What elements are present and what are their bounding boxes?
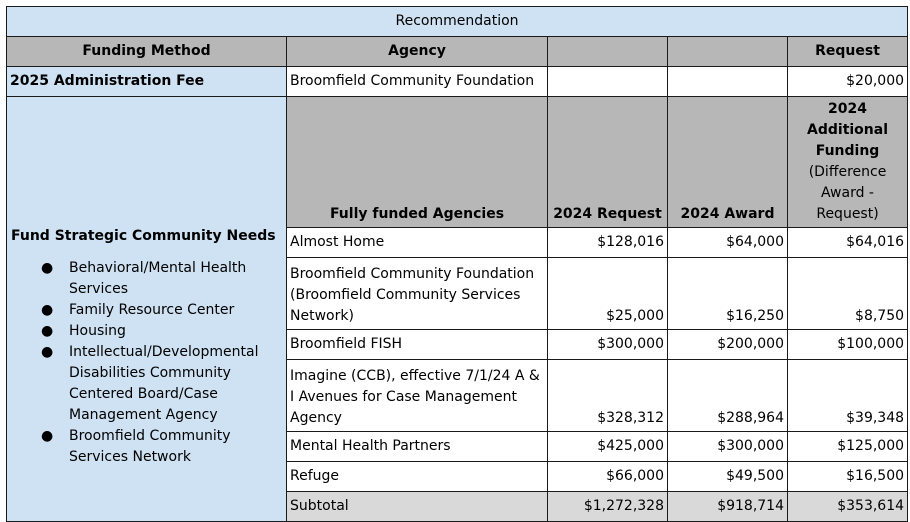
title-row bbox=[7, 7, 908, 37]
request-value: $425,000 bbox=[548, 432, 668, 462]
admin-fee-request: $20,000 bbox=[788, 67, 908, 97]
bullet-icon: ● bbox=[41, 344, 54, 360]
list-item: ● Behavioral/Mental Health Services bbox=[41, 260, 247, 297]
agency-name: Imagine (CCB), effective 7/1/24 A & I Avenues for Case Management Agency bbox=[287, 360, 548, 432]
list-item: ● Housing bbox=[11, 321, 283, 342]
admin-fee-empty-1 bbox=[548, 67, 668, 97]
additional-value: $8,750 bbox=[788, 258, 908, 330]
bullet-icon: ● bbox=[41, 260, 54, 276]
additional-value: $125,000 bbox=[788, 432, 908, 462]
award-value: $16,250 bbox=[668, 258, 788, 330]
agency-name: Broomfield FISH bbox=[287, 330, 548, 360]
additional-value: $39,348 bbox=[788, 360, 908, 432]
additional-value: $64,016 bbox=[788, 228, 908, 258]
request-value: $328,312 bbox=[548, 360, 668, 432]
subheader-additional-funding bbox=[788, 97, 908, 228]
admin-fee-row bbox=[7, 67, 908, 97]
additional-value: $100,000 bbox=[788, 330, 908, 360]
subtotal-label: Subtotal bbox=[287, 492, 548, 522]
strategic-needs-title: Fund Strategic Community Needs bbox=[11, 228, 276, 244]
additional-funding-title: 2024 Additional Funding bbox=[807, 101, 889, 159]
subtotal-additional: $353,614 bbox=[788, 492, 908, 522]
award-value: $288,964 bbox=[668, 360, 788, 432]
request-value: $128,016 bbox=[548, 228, 668, 258]
agency-name: Mental Health Partners bbox=[287, 432, 548, 462]
agency-name: Almost Home bbox=[287, 228, 548, 258]
subheader-2024-award: 2024 Award bbox=[668, 97, 788, 228]
award-value: $64,000 bbox=[668, 228, 788, 258]
request-value: $25,000 bbox=[548, 258, 668, 330]
bullet-icon: ● bbox=[41, 323, 54, 339]
header-agency: Agency bbox=[287, 37, 548, 67]
award-value: $300,000 bbox=[668, 432, 788, 462]
additional-funding-note: (Difference Award - Request) bbox=[808, 164, 887, 222]
admin-fee-method: 2025 Administration Fee bbox=[7, 67, 287, 97]
subheader-2024-request: 2024 Request bbox=[548, 97, 668, 228]
list-item: ● Broomfield Community Services Network bbox=[41, 428, 231, 465]
request-value: $300,000 bbox=[548, 330, 668, 360]
agency-name: Refuge bbox=[287, 462, 548, 492]
award-value: $200,000 bbox=[668, 330, 788, 360]
list-item: ● Intellectual/Developmental Disabilities Community Centered Board/Case Management Agency bbox=[41, 344, 259, 423]
list-item: ● Family Resource Center bbox=[11, 300, 283, 321]
header-row bbox=[7, 37, 908, 67]
subheader-row bbox=[7, 97, 908, 228]
recommendation-table bbox=[6, 6, 908, 522]
header-empty-2 bbox=[668, 37, 788, 67]
agency-name: Broomfield Community Foundation (Broomfield Community Services Network) bbox=[287, 258, 548, 330]
header-request: Request bbox=[788, 37, 908, 67]
bullet-icon: ● bbox=[41, 302, 54, 318]
bullet-icon: ● bbox=[41, 428, 54, 444]
strategic-needs-list bbox=[11, 258, 283, 468]
subheader-agencies: Fully funded Agencies bbox=[287, 97, 548, 228]
subtotal-award: $918,714 bbox=[668, 492, 788, 522]
subtotal-request: $1,272,328 bbox=[548, 492, 668, 522]
strategic-needs-cell bbox=[7, 97, 287, 522]
admin-fee-agency: Broomfield Community Foundation bbox=[287, 67, 548, 97]
header-empty-1 bbox=[548, 37, 668, 67]
award-value: $49,500 bbox=[668, 462, 788, 492]
header-funding-method: Funding Method bbox=[7, 37, 287, 67]
request-value: $66,000 bbox=[548, 462, 668, 492]
additional-value: $16,500 bbox=[788, 462, 908, 492]
table-title: Recommendation bbox=[7, 7, 908, 37]
admin-fee-empty-2 bbox=[668, 67, 788, 97]
